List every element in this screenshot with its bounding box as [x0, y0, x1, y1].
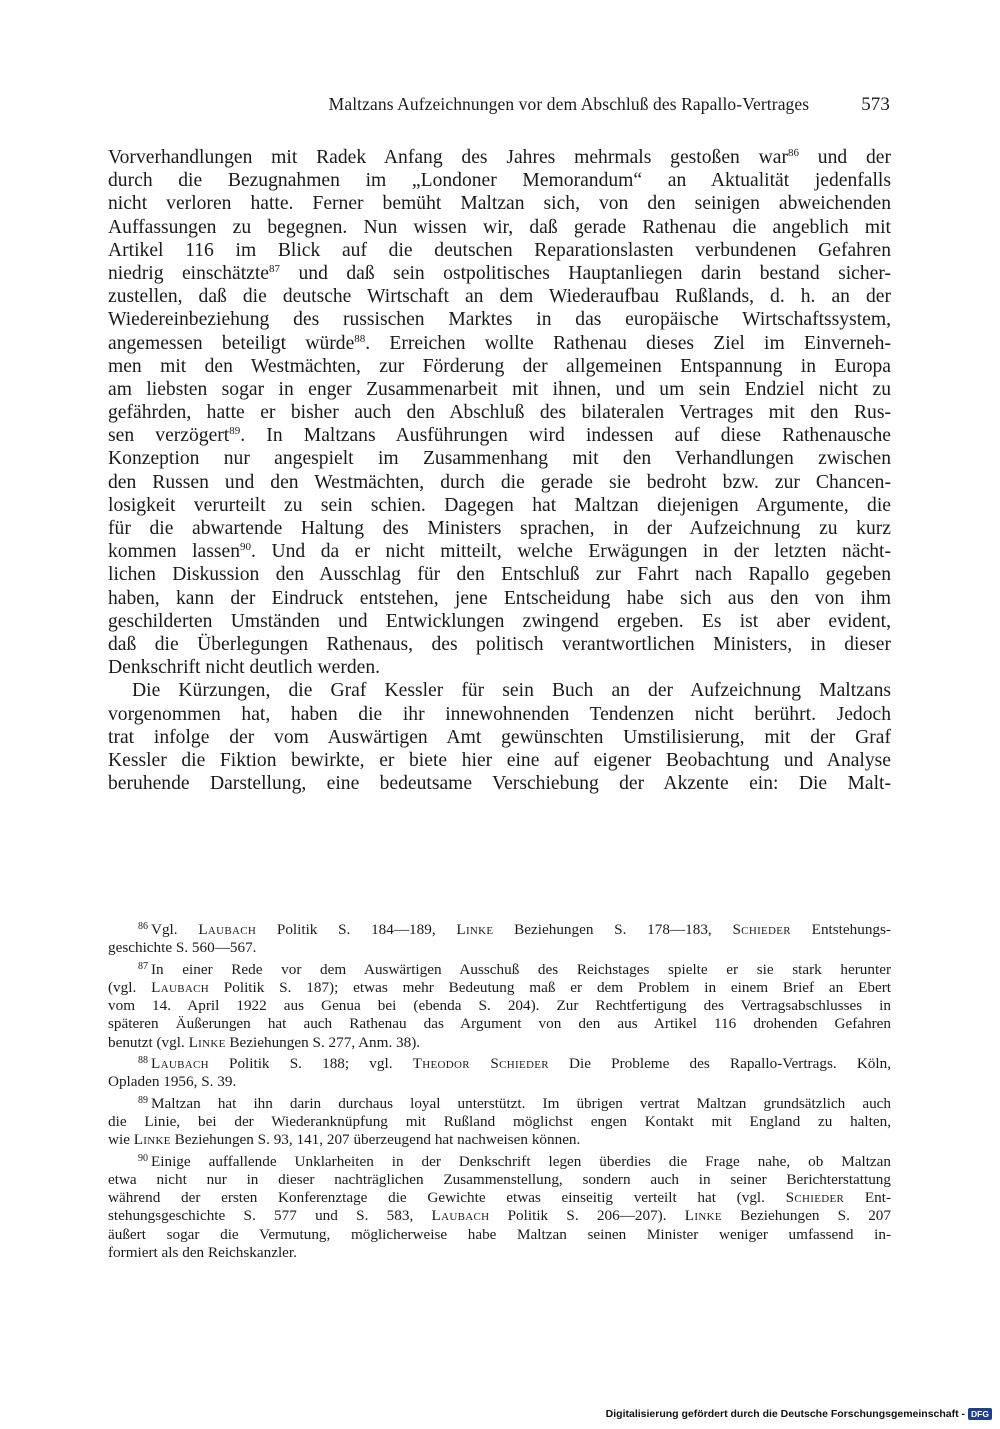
- footnote-number: 87: [138, 960, 148, 972]
- text-line: men mit den Westmächten, zur Förderung der allgemeinen Entspannung in Europa: [108, 355, 891, 377]
- footnote-89: $^{89}$ Maltzan hat ihn darin durchaus loyal unterstützt. Im übrigen vertrat Maltzan grundsätzlich auch die Linie, bei der Wiederanknüpfung mit Rußland möglichst engen Kontakt mit England zu halten, wie Linke Beziehungen S. 93, 141, 207 überzeugend hat nachweisen können.: [108, 1094, 891, 1149]
- text-line: Artikel 116 im Blick auf die deutschen Reparationslasten verbundenen Gefahren: [108, 239, 891, 261]
- text-line: lichen Diskussion den Ausschlag für den Entschluß zur Fahrt nach Rapallo gegeben: [108, 564, 891, 586]
- text-line: Kessler die Fiktion bewirkte, er biete hier eine auf eigener Beobachtung und Analyse: [108, 749, 891, 771]
- text-line: losigkeit verurteilt zu sein schien. Dagegen hat Maltzan diejenigen Argumente, die: [108, 494, 891, 516]
- page-number: 573: [861, 94, 890, 115]
- footnote-number: 89: [138, 1094, 148, 1106]
- footnotes: [108, 921, 891, 1262]
- digitization-credit: [606, 1408, 992, 1420]
- text-line: kommen lassen$^{90}$. Und da er nicht mitteilt, welche Erwägungen in der letzten nächt-: [108, 541, 891, 563]
- text-line: für die abwartende Haltung des Ministers sprachen, in der Aufzeichnung zu kurz: [108, 518, 891, 539]
- text-line: daß die Überlegungen Rathenaus, des politisch verantwortlichen Ministers, in dieser: [108, 633, 891, 655]
- footnote-ref: 89: [229, 425, 241, 438]
- text-line: Vorverhandlungen mit Radek Anfang des Jahres mehrmals gestoßen war$^{86}$ und der: [108, 147, 891, 168]
- footnote-ref: 88: [354, 332, 366, 345]
- footnote-number: 86: [138, 921, 148, 932]
- footnote-90: $^{90}$ Einige auffallende Unklarheiten in der Denkschrift legen überdies die Frage nahe, ob Maltzan etwa nicht nur in dieser nachträglichen Zusammenstellung, sondern auch in seiner Berichterstattung während der ersten Konferenztage die Gewichte etwas einseitig verteilt hat (vgl. Schieder Ent- stehungsgeschichte S. 577 und S. 583, Laubach Politik S. 206—207). Linke Beziehungen S. 207 äußert sogar die Vermutung, möglicherweise habe Maltzan seinen Minister weniger umfassend in- formiert als den Reichskanzler.: [108, 1152, 892, 1262]
- footnote-88: $^{88}$ Laubach Politik S. 188; vgl. Theodor Schieder Die Probleme des Rapallo-Vertrags. Köln, Opladen 1956, S. 39.: [108, 1055, 891, 1091]
- text-line: trat infolge der vom Auswärtigen Amt gewünschten Umstilisierung, mit der Graf: [108, 726, 891, 748]
- footnote-87: $^{87}$ In einer Rede vor dem Auswärtigen Ausschuß des Reichstages spielte er sie stark herunter (vgl. Laubach Politik S. 187); etwas mehr Bedeutung maß er dem Problem in einem Brief an Ebert vom 14. April 1922 aus Genua bei (ebenda S. 204). Zur Rechtfertigung des Vertragsabschlusses in späteren Äußerungen hat auch Rathenau das Argument von den aus Artikel 116 drohenden Gefahren benutzt (vgl. Linke Beziehungen S. 277, Anm. 38).: [108, 960, 892, 1051]
- footnote-ref: 86: [787, 147, 799, 159]
- paragraph-start-line: Die Kürzungen, die Graf Kessler für sein Buch an der Aufzeichnung Maltzans: [132, 680, 891, 702]
- text-line: am liebsten sogar in enger Zusammenarbeit mit ihnen, und um sein Endziel nicht zu: [108, 378, 891, 400]
- footnote-ref: 87: [269, 262, 281, 275]
- footnote-number: 88: [138, 1055, 148, 1067]
- text-line: geschilderten Umständen und Entwicklungen zwingend ergeben. Es ist aber evident,: [108, 610, 891, 632]
- text-line: den Russen und den Westmächten, durch die gerade sie bedroht bzw. zur Chancen-: [108, 471, 891, 493]
- text-line: Auffassungen zu begegnen. Nun wissen wir, daß gerade Rathenau die angeblich mit: [108, 216, 891, 238]
- main-text: [108, 146, 891, 795]
- text-line: Denkschrift nicht deutlich werden.: [108, 657, 381, 679]
- text-line: niedrig einschätzte$^{87}$ und daß sein ostpolitisches Hauptanliegen darin bestand sicher-: [108, 262, 891, 284]
- text-line: Konzeption nur angespielt im Zusammenhang mit den Verhandlungen zwischen: [108, 448, 891, 470]
- text-line: durch die Bezugnahmen im „Londoner Memorandum“ an Aktualität jedenfalls: [108, 170, 891, 192]
- text-line: sen verzögert$^{89}$. In Maltzans Ausführungen wird indessen auf diese Rathenausche: [108, 425, 891, 447]
- footnote-number: 90: [138, 1152, 148, 1164]
- text-line: haben, kann der Eindruck entstehen, jene Entscheidung habe sich aus den von ihm: [108, 587, 891, 609]
- text-line: vorgenommen hat, haben die ihr innewohnenden Tendenzen nicht berührt. Jedoch: [108, 703, 891, 725]
- text-line: Wiedereinbeziehung des russischen Marktes in das europäische Wirtschaftssystem,: [108, 309, 891, 331]
- running-head: [110, 94, 890, 116]
- text-line: gefährden, hatte er bisher auch den Abschluß des bilateralen Vertrages mit den Rus-: [108, 402, 891, 424]
- dfg-logo: DFG: [968, 1408, 992, 1420]
- text-line: nicht verloren hatte. Ferner bemüht Maltzan sich, von den seinigen abweichenden: [108, 193, 891, 215]
- running-title: Maltzans Aufzeichnungen vor dem Abschluß des Rapallo-Vertrages: [328, 94, 810, 114]
- footnote-86: $^{86}$ Vgl. Laubach Politik S. 184—189, Linke Beziehungen S. 178—183, Schieder Entstehungs- geschichte S. 560—567.: [108, 921, 891, 957]
- text-line: zustellen, daß die deutsche Wirtschaft an dem Wiederaufbau Rußlands, d. h. an der: [108, 286, 891, 308]
- text-line: angemessen beteiligt würde$^{88}$. Erreichen wollte Rathenau dieses Ziel im Einverneh-: [108, 332, 891, 354]
- footnote-ref: 90: [240, 541, 251, 554]
- credit-text: Digitalisierung gefördert durch die Deutsche Forschungsgemeinschaft -: [605, 1408, 966, 1420]
- text-line: beruhende Darstellung, eine bedeutsame Verschiebung der Akzente ein: Die Malt-: [108, 773, 891, 795]
